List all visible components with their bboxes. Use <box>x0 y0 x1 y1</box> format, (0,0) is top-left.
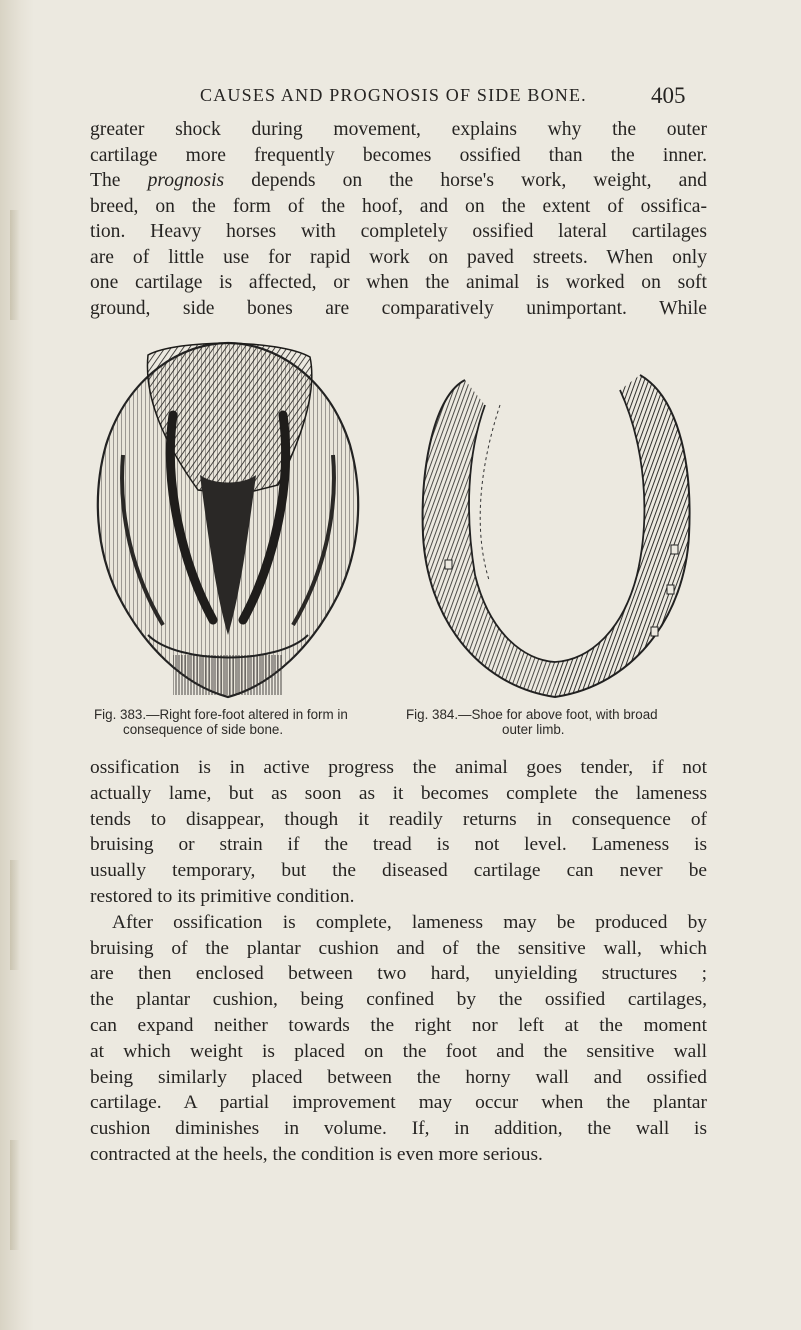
prefix-text: The <box>90 170 148 191</box>
text-line-prognosis <box>90 168 707 194</box>
paragraph-top <box>90 117 707 321</box>
text-line: at which weight is placed on the foot and the sensitive wall <box>90 1040 707 1062</box>
running-head-title: CAUSES AND PROGNOSIS OF SIDE BONE. <box>200 85 587 105</box>
text-line: one cartilage is affected, or when the animal is worked on soft <box>90 272 707 293</box>
text-line: being similarly placed between the horny wall and ossified <box>90 1066 707 1088</box>
text-line: tion. Heavy horses with completely ossified lateral cartilages <box>90 221 707 242</box>
text-line: cartilage. A partial improvement may occur when the plantar <box>90 1092 707 1114</box>
italic-term: prognosis <box>147 170 225 191</box>
running-head <box>0 83 801 113</box>
edge-stain <box>10 1140 20 1250</box>
text-line: tends to disappear, though it readily returns in consequence of <box>90 808 707 830</box>
text-line: ground, side bones are comparatively unimportant. While <box>90 297 707 319</box>
text-line: usually temporary, but the diseased cartilage can never be <box>90 860 707 882</box>
text-line: actually lame, but as soon as it becomes complete the lameness <box>90 782 707 804</box>
figure-383-caption <box>94 707 394 737</box>
caption-line: Fig. 384.—Shoe for above foot, with broad <box>406 707 658 722</box>
paragraph-bottom <box>90 755 707 1168</box>
page-number: 405 <box>651 83 686 108</box>
text-line: are then enclosed between two hard, unyielding structures ; <box>90 963 707 985</box>
text-line: can expand neither towards the right nor left at the moment <box>90 1014 707 1036</box>
text-line: contracted at the heels, the condition is even more serious. <box>90 1143 543 1165</box>
caption-line: outer limb. <box>502 722 565 737</box>
text-line: cartilage more frequently becomes ossified than the inner. <box>90 144 707 166</box>
text-line: greater shock during movement, explains why the outer <box>90 119 707 140</box>
text-line: After ossification is complete, lameness may be produced by <box>112 911 707 933</box>
text-line: the plantar cushion, being confined by the ossified cartilages, <box>90 989 707 1011</box>
text-line: bruising or strain if the tread is not level. Lameness is <box>90 834 707 856</box>
caption-line: consequence of side bone. <box>123 722 284 737</box>
text-line: cushion diminishes in volume. If, in addition, the wall is <box>90 1118 707 1140</box>
horseshoe-illustration <box>405 335 705 710</box>
text-line: restored to its primitive condition. <box>90 885 355 907</box>
hoof-illustration <box>88 335 370 710</box>
text-line: breed, on the form of the hoof, and on the extent of ossifica- <box>90 195 707 217</box>
page-edge-shadow <box>0 0 34 1330</box>
figure-384-caption <box>406 707 706 737</box>
text-line: bruising of the plantar cushion and of the sensitive wall, which <box>90 937 707 959</box>
edge-stain <box>10 860 20 970</box>
line-rest: depends on the horse's work, weight, and <box>251 170 707 191</box>
edge-stain <box>10 210 20 320</box>
caption-line: Fig. 383.—Right fore-foot altered in form in <box>94 707 348 722</box>
text-line: ossification is in active progress the animal goes tender, if not <box>90 757 707 778</box>
text-line: are of little use for rapid work on paved streets. When only <box>90 246 707 268</box>
